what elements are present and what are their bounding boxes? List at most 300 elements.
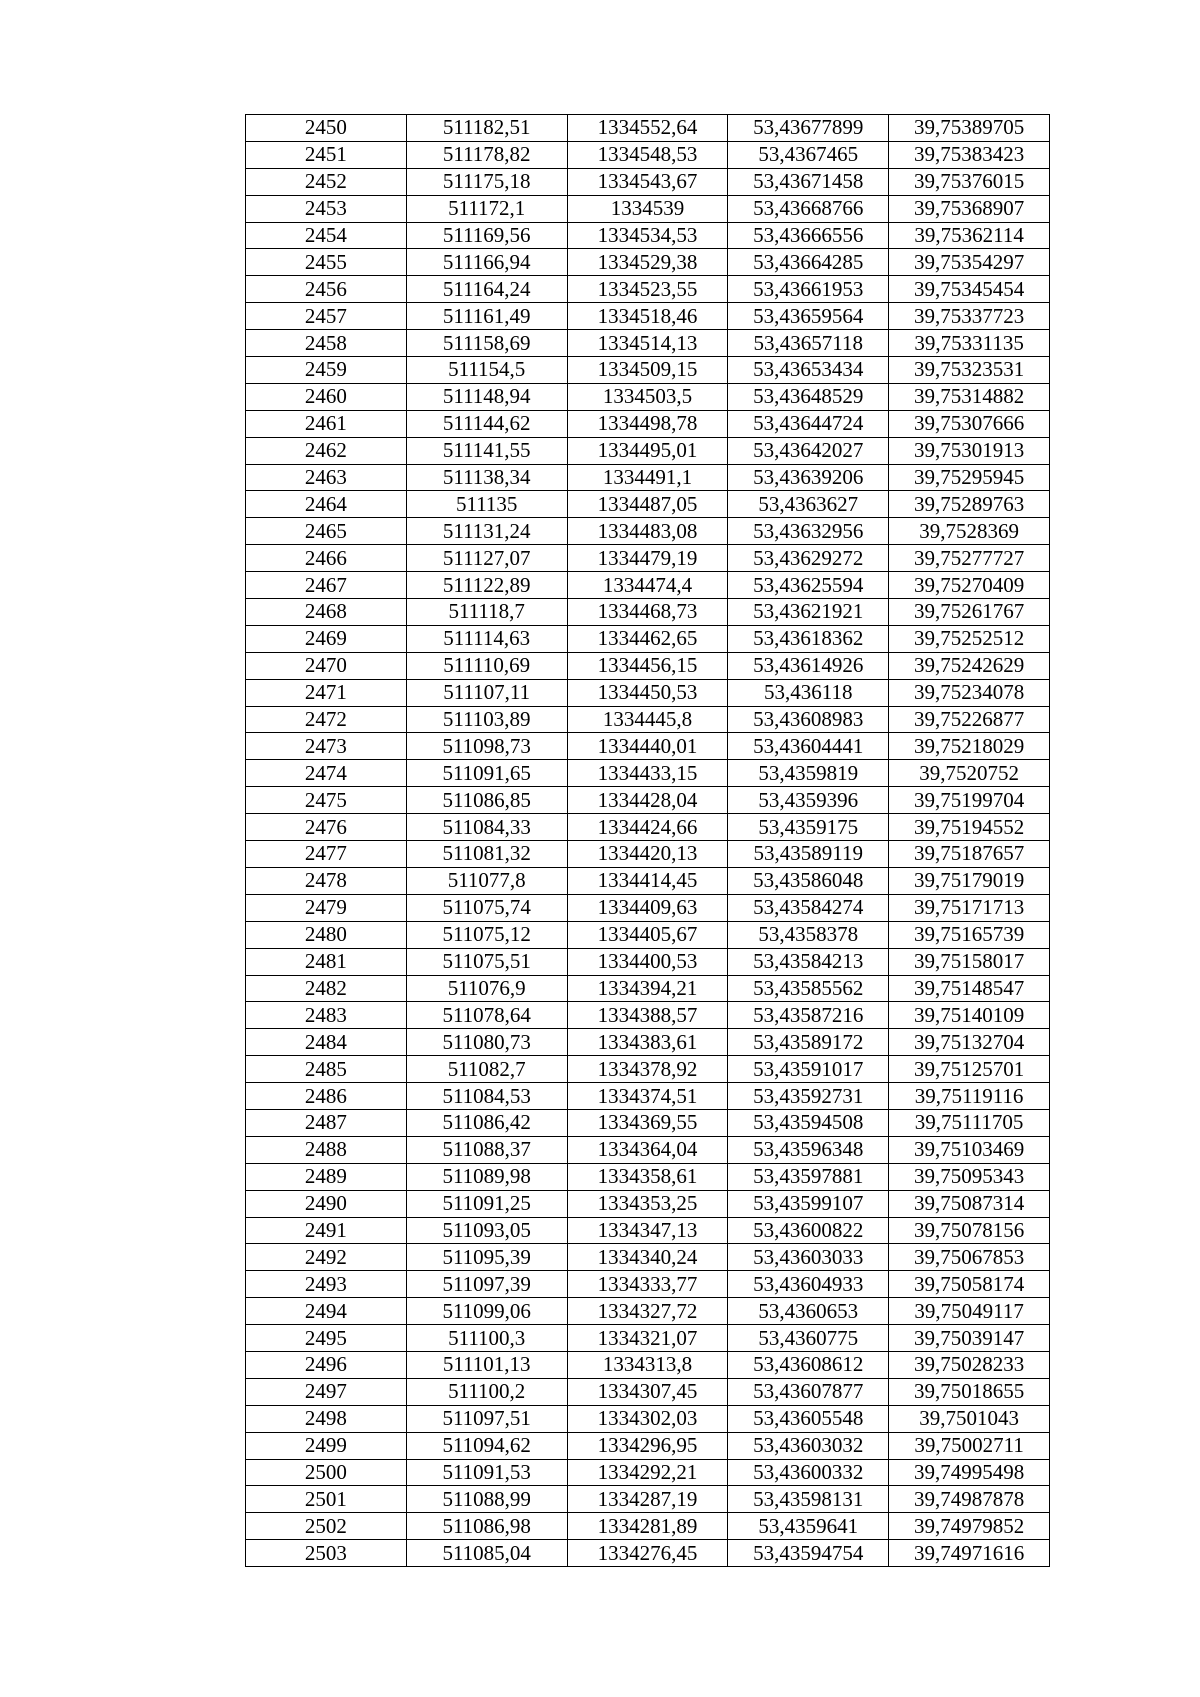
- point-number-cell: 2463: [246, 464, 407, 491]
- latitude-cell: 53,43657118: [728, 330, 889, 357]
- table-row: [246, 1298, 1050, 1325]
- latitude-cell: 53,436118: [728, 679, 889, 706]
- y-coordinate-cell: 1334548,53: [567, 141, 728, 168]
- x-coordinate-cell: 511093,05: [406, 1217, 567, 1244]
- point-number-cell: 2469: [246, 625, 407, 652]
- y-coordinate-cell: 1334495,01: [567, 437, 728, 464]
- x-coordinate-cell: 511100,2: [406, 1378, 567, 1405]
- point-number-cell: 2488: [246, 1136, 407, 1163]
- table-row: [246, 276, 1050, 303]
- x-coordinate-cell: 511085,04: [406, 1540, 567, 1567]
- longitude-cell: 39,75226877: [889, 706, 1050, 733]
- longitude-cell: 39,75067853: [889, 1244, 1050, 1271]
- latitude-cell: 53,43668766: [728, 195, 889, 222]
- y-coordinate-cell: 1334400,53: [567, 948, 728, 975]
- latitude-cell: 53,43594754: [728, 1540, 889, 1567]
- x-coordinate-cell: 511081,32: [406, 841, 567, 868]
- longitude-cell: 39,75314882: [889, 383, 1050, 410]
- y-coordinate-cell: 1334534,53: [567, 222, 728, 249]
- table-row: [246, 975, 1050, 1002]
- y-coordinate-cell: 1334327,72: [567, 1298, 728, 1325]
- point-number-cell: 2471: [246, 679, 407, 706]
- x-coordinate-cell: 511082,7: [406, 1056, 567, 1083]
- x-coordinate-cell: 511103,89: [406, 706, 567, 733]
- table-row: [246, 679, 1050, 706]
- y-coordinate-cell: 1334462,65: [567, 625, 728, 652]
- table-row: [246, 787, 1050, 814]
- latitude-cell: 53,4359641: [728, 1513, 889, 1540]
- latitude-cell: 53,4358378: [728, 921, 889, 948]
- table-row: [246, 1002, 1050, 1029]
- x-coordinate-cell: 511075,74: [406, 894, 567, 921]
- latitude-cell: 53,43586048: [728, 867, 889, 894]
- longitude-cell: 39,75252512: [889, 625, 1050, 652]
- y-coordinate-cell: 1334420,13: [567, 841, 728, 868]
- longitude-cell: 39,75289763: [889, 491, 1050, 518]
- point-number-cell: 2491: [246, 1217, 407, 1244]
- x-coordinate-cell: 511118,7: [406, 599, 567, 626]
- latitude-cell: 53,43589172: [728, 1029, 889, 1056]
- latitude-cell: 53,4363627: [728, 491, 889, 518]
- table-row: [246, 115, 1050, 142]
- longitude-cell: 39,74995498: [889, 1459, 1050, 1486]
- table-row: [246, 1540, 1050, 1567]
- longitude-cell: 39,75028233: [889, 1351, 1050, 1378]
- y-coordinate-cell: 1334428,04: [567, 787, 728, 814]
- latitude-cell: 53,43661953: [728, 276, 889, 303]
- longitude-cell: 39,75111705: [889, 1109, 1050, 1136]
- y-coordinate-cell: 1334523,55: [567, 276, 728, 303]
- longitude-cell: 39,75187657: [889, 841, 1050, 868]
- x-coordinate-cell: 511100,3: [406, 1325, 567, 1352]
- table-row: [246, 357, 1050, 384]
- table-row: [246, 1029, 1050, 1056]
- x-coordinate-cell: 511091,25: [406, 1190, 567, 1217]
- point-number-cell: 2500: [246, 1459, 407, 1486]
- longitude-cell: 39,75179019: [889, 867, 1050, 894]
- latitude-cell: 53,43618362: [728, 625, 889, 652]
- x-coordinate-cell: 511089,98: [406, 1163, 567, 1190]
- latitude-cell: 53,43599107: [728, 1190, 889, 1217]
- point-number-cell: 2458: [246, 330, 407, 357]
- y-coordinate-cell: 1334353,25: [567, 1190, 728, 1217]
- latitude-cell: 53,43644724: [728, 410, 889, 437]
- longitude-cell: 39,75002711: [889, 1432, 1050, 1459]
- x-coordinate-cell: 511091,65: [406, 760, 567, 787]
- longitude-cell: 39,75049117: [889, 1298, 1050, 1325]
- y-coordinate-cell: 1334456,15: [567, 652, 728, 679]
- table-row: [246, 1325, 1050, 1352]
- table-row: [246, 625, 1050, 652]
- point-number-cell: 2490: [246, 1190, 407, 1217]
- table-row: [246, 518, 1050, 545]
- y-coordinate-cell: 1334383,61: [567, 1029, 728, 1056]
- table-row: [246, 195, 1050, 222]
- y-coordinate-cell: 1334468,73: [567, 599, 728, 626]
- y-coordinate-cell: 1334529,38: [567, 249, 728, 276]
- point-number-cell: 2467: [246, 572, 407, 599]
- point-number-cell: 2477: [246, 841, 407, 868]
- longitude-cell: 39,75234078: [889, 679, 1050, 706]
- table-row: [246, 1056, 1050, 1083]
- x-coordinate-cell: 511075,12: [406, 921, 567, 948]
- latitude-cell: 53,43677899: [728, 115, 889, 142]
- latitude-cell: 53,43584274: [728, 894, 889, 921]
- table-row: [246, 491, 1050, 518]
- latitude-cell: 53,43600822: [728, 1217, 889, 1244]
- longitude-cell: 39,75295945: [889, 464, 1050, 491]
- table-row: [246, 1083, 1050, 1110]
- table-row: [246, 330, 1050, 357]
- x-coordinate-cell: 511169,56: [406, 222, 567, 249]
- x-coordinate-cell: 511077,8: [406, 867, 567, 894]
- point-number-cell: 2483: [246, 1002, 407, 1029]
- table-row: [246, 652, 1050, 679]
- y-coordinate-cell: 1334340,24: [567, 1244, 728, 1271]
- y-coordinate-cell: 1334364,04: [567, 1136, 728, 1163]
- x-coordinate-cell: 511172,1: [406, 195, 567, 222]
- x-coordinate-cell: 511175,18: [406, 168, 567, 195]
- table-row: [246, 948, 1050, 975]
- longitude-cell: 39,74987878: [889, 1486, 1050, 1513]
- point-number-cell: 2454: [246, 222, 407, 249]
- table-row: [246, 222, 1050, 249]
- point-number-cell: 2495: [246, 1325, 407, 1352]
- x-coordinate-cell: 511088,99: [406, 1486, 567, 1513]
- point-number-cell: 2480: [246, 921, 407, 948]
- latitude-cell: 53,43629272: [728, 545, 889, 572]
- longitude-cell: 39,75307666: [889, 410, 1050, 437]
- y-coordinate-cell: 1334503,5: [567, 383, 728, 410]
- point-number-cell: 2485: [246, 1056, 407, 1083]
- y-coordinate-cell: 1334552,64: [567, 115, 728, 142]
- table-row: [246, 867, 1050, 894]
- latitude-cell: 53,43594508: [728, 1109, 889, 1136]
- longitude-cell: 39,75331135: [889, 330, 1050, 357]
- longitude-cell: 39,75039147: [889, 1325, 1050, 1352]
- table-row: [246, 1217, 1050, 1244]
- longitude-cell: 39,75194552: [889, 814, 1050, 841]
- table-row: [246, 410, 1050, 437]
- table-row: [246, 1513, 1050, 1540]
- y-coordinate-cell: 1334281,89: [567, 1513, 728, 1540]
- latitude-cell: 53,4360775: [728, 1325, 889, 1352]
- y-coordinate-cell: 1334498,78: [567, 410, 728, 437]
- latitude-cell: 53,43642027: [728, 437, 889, 464]
- y-coordinate-cell: 1334296,95: [567, 1432, 728, 1459]
- x-coordinate-cell: 511091,53: [406, 1459, 567, 1486]
- x-coordinate-cell: 511144,62: [406, 410, 567, 437]
- table-row: [246, 733, 1050, 760]
- x-coordinate-cell: 511107,11: [406, 679, 567, 706]
- x-coordinate-cell: 511154,5: [406, 357, 567, 384]
- latitude-cell: 53,43587216: [728, 1002, 889, 1029]
- longitude-cell: 39,75119116: [889, 1083, 1050, 1110]
- table-row: [246, 572, 1050, 599]
- x-coordinate-cell: 511078,64: [406, 1002, 567, 1029]
- latitude-cell: 53,4367465: [728, 141, 889, 168]
- point-number-cell: 2481: [246, 948, 407, 975]
- latitude-cell: 53,43653434: [728, 357, 889, 384]
- y-coordinate-cell: 1334292,21: [567, 1459, 728, 1486]
- x-coordinate-cell: 511097,51: [406, 1405, 567, 1432]
- latitude-cell: 53,43603032: [728, 1432, 889, 1459]
- point-number-cell: 2452: [246, 168, 407, 195]
- latitude-cell: 53,43605548: [728, 1405, 889, 1432]
- longitude-cell: 39,75270409: [889, 572, 1050, 599]
- latitude-cell: 53,43585562: [728, 975, 889, 1002]
- longitude-cell: 39,75383423: [889, 141, 1050, 168]
- latitude-cell: 53,4360653: [728, 1298, 889, 1325]
- table-row: [246, 383, 1050, 410]
- point-number-cell: 2502: [246, 1513, 407, 1540]
- longitude-cell: 39,75125701: [889, 1056, 1050, 1083]
- point-number-cell: 2493: [246, 1271, 407, 1298]
- longitude-cell: 39,75087314: [889, 1190, 1050, 1217]
- longitude-cell: 39,75140109: [889, 1002, 1050, 1029]
- latitude-cell: 53,43596348: [728, 1136, 889, 1163]
- x-coordinate-cell: 511110,69: [406, 652, 567, 679]
- x-coordinate-cell: 511076,9: [406, 975, 567, 1002]
- point-number-cell: 2482: [246, 975, 407, 1002]
- latitude-cell: 53,43671458: [728, 168, 889, 195]
- point-number-cell: 2494: [246, 1298, 407, 1325]
- latitude-cell: 53,43614926: [728, 652, 889, 679]
- longitude-cell: 39,75132704: [889, 1029, 1050, 1056]
- longitude-cell: 39,7501043: [889, 1405, 1050, 1432]
- table-row: [246, 706, 1050, 733]
- longitude-cell: 39,75171713: [889, 894, 1050, 921]
- point-number-cell: 2457: [246, 303, 407, 330]
- longitude-cell: 39,74979852: [889, 1513, 1050, 1540]
- point-number-cell: 2496: [246, 1351, 407, 1378]
- longitude-cell: 39,75242629: [889, 652, 1050, 679]
- y-coordinate-cell: 1334509,15: [567, 357, 728, 384]
- longitude-cell: 39,75058174: [889, 1271, 1050, 1298]
- point-number-cell: 2475: [246, 787, 407, 814]
- point-number-cell: 2465: [246, 518, 407, 545]
- point-number-cell: 2461: [246, 410, 407, 437]
- point-number-cell: 2474: [246, 760, 407, 787]
- point-number-cell: 2489: [246, 1163, 407, 1190]
- x-coordinate-cell: 511084,53: [406, 1083, 567, 1110]
- x-coordinate-cell: 511166,94: [406, 249, 567, 276]
- latitude-cell: 53,43604441: [728, 733, 889, 760]
- x-coordinate-cell: 511095,39: [406, 1244, 567, 1271]
- table-row: [246, 1244, 1050, 1271]
- latitude-cell: 53,4359819: [728, 760, 889, 787]
- y-coordinate-cell: 1334433,15: [567, 760, 728, 787]
- longitude-cell: 39,75277727: [889, 545, 1050, 572]
- point-number-cell: 2476: [246, 814, 407, 841]
- x-coordinate-cell: 511138,34: [406, 464, 567, 491]
- y-coordinate-cell: 1334405,67: [567, 921, 728, 948]
- y-coordinate-cell: 1334307,45: [567, 1378, 728, 1405]
- table-row: [246, 760, 1050, 787]
- table-row: [246, 1459, 1050, 1486]
- x-coordinate-cell: 511080,73: [406, 1029, 567, 1056]
- longitude-cell: 39,75158017: [889, 948, 1050, 975]
- latitude-cell: 53,43659564: [728, 303, 889, 330]
- point-number-cell: 2456: [246, 276, 407, 303]
- table-row: [246, 437, 1050, 464]
- longitude-cell: 39,75368907: [889, 195, 1050, 222]
- x-coordinate-cell: 511084,33: [406, 814, 567, 841]
- latitude-cell: 53,43598131: [728, 1486, 889, 1513]
- table-row: [246, 303, 1050, 330]
- y-coordinate-cell: 1334450,53: [567, 679, 728, 706]
- latitude-cell: 53,43639206: [728, 464, 889, 491]
- y-coordinate-cell: 1334543,67: [567, 168, 728, 195]
- x-coordinate-cell: 511148,94: [406, 383, 567, 410]
- y-coordinate-cell: 1334347,13: [567, 1217, 728, 1244]
- longitude-cell: 39,75389705: [889, 115, 1050, 142]
- point-number-cell: 2450: [246, 115, 407, 142]
- coordinates-table: [245, 114, 1050, 1567]
- point-number-cell: 2492: [246, 1244, 407, 1271]
- table-row: [246, 1136, 1050, 1163]
- point-number-cell: 2470: [246, 652, 407, 679]
- table-row: [246, 249, 1050, 276]
- x-coordinate-cell: 511127,07: [406, 545, 567, 572]
- point-number-cell: 2487: [246, 1109, 407, 1136]
- y-coordinate-cell: 1334483,08: [567, 518, 728, 545]
- y-coordinate-cell: 1334302,03: [567, 1405, 728, 1432]
- x-coordinate-cell: 511099,06: [406, 1298, 567, 1325]
- latitude-cell: 53,43608612: [728, 1351, 889, 1378]
- y-coordinate-cell: 1334445,8: [567, 706, 728, 733]
- point-number-cell: 2459: [246, 357, 407, 384]
- latitude-cell: 53,43597881: [728, 1163, 889, 1190]
- table-row: [246, 921, 1050, 948]
- y-coordinate-cell: 1334313,8: [567, 1351, 728, 1378]
- point-number-cell: 2472: [246, 706, 407, 733]
- y-coordinate-cell: 1334514,13: [567, 330, 728, 357]
- y-coordinate-cell: 1334378,92: [567, 1056, 728, 1083]
- table-row: [246, 1486, 1050, 1513]
- x-coordinate-cell: 511158,69: [406, 330, 567, 357]
- latitude-cell: 53,4359175: [728, 814, 889, 841]
- latitude-cell: 53,43632956: [728, 518, 889, 545]
- longitude-cell: 39,75261767: [889, 599, 1050, 626]
- table-row: [246, 464, 1050, 491]
- longitude-cell: 39,7520752: [889, 760, 1050, 787]
- latitude-cell: 53,43584213: [728, 948, 889, 975]
- longitude-cell: 39,7528369: [889, 518, 1050, 545]
- point-number-cell: 2466: [246, 545, 407, 572]
- longitude-cell: 39,74971616: [889, 1540, 1050, 1567]
- point-number-cell: 2484: [246, 1029, 407, 1056]
- table-row: [246, 1351, 1050, 1378]
- point-number-cell: 2486: [246, 1083, 407, 1110]
- y-coordinate-cell: 1334321,07: [567, 1325, 728, 1352]
- point-number-cell: 2455: [246, 249, 407, 276]
- point-number-cell: 2468: [246, 599, 407, 626]
- longitude-cell: 39,75078156: [889, 1217, 1050, 1244]
- table-row: [246, 1432, 1050, 1459]
- longitude-cell: 39,75362114: [889, 222, 1050, 249]
- longitude-cell: 39,75218029: [889, 733, 1050, 760]
- y-coordinate-cell: 1334374,51: [567, 1083, 728, 1110]
- x-coordinate-cell: 511075,51: [406, 948, 567, 975]
- table-row: [246, 1271, 1050, 1298]
- table-row: [246, 1378, 1050, 1405]
- y-coordinate-cell: 1334487,05: [567, 491, 728, 518]
- latitude-cell: 53,43666556: [728, 222, 889, 249]
- x-coordinate-cell: 511086,85: [406, 787, 567, 814]
- y-coordinate-cell: 1334474,4: [567, 572, 728, 599]
- table-row: [246, 599, 1050, 626]
- x-coordinate-cell: 511178,82: [406, 141, 567, 168]
- x-coordinate-cell: 511086,42: [406, 1109, 567, 1136]
- table-row: [246, 894, 1050, 921]
- longitude-cell: 39,75354297: [889, 249, 1050, 276]
- point-number-cell: 2451: [246, 141, 407, 168]
- longitude-cell: 39,75018655: [889, 1378, 1050, 1405]
- point-number-cell: 2499: [246, 1432, 407, 1459]
- y-coordinate-cell: 1334276,45: [567, 1540, 728, 1567]
- point-number-cell: 2453: [246, 195, 407, 222]
- point-number-cell: 2462: [246, 437, 407, 464]
- table-row: [246, 1405, 1050, 1432]
- latitude-cell: 53,43592731: [728, 1083, 889, 1110]
- table-body: [246, 115, 1050, 1567]
- x-coordinate-cell: 511088,37: [406, 1136, 567, 1163]
- latitude-cell: 53,43607877: [728, 1378, 889, 1405]
- x-coordinate-cell: 511114,63: [406, 625, 567, 652]
- latitude-cell: 53,43648529: [728, 383, 889, 410]
- point-number-cell: 2501: [246, 1486, 407, 1513]
- longitude-cell: 39,75103469: [889, 1136, 1050, 1163]
- point-number-cell: 2503: [246, 1540, 407, 1567]
- y-coordinate-cell: 1334440,01: [567, 733, 728, 760]
- x-coordinate-cell: 511141,55: [406, 437, 567, 464]
- latitude-cell: 53,43608983: [728, 706, 889, 733]
- table-row: [246, 168, 1050, 195]
- y-coordinate-cell: 1334394,21: [567, 975, 728, 1002]
- y-coordinate-cell: 1334409,63: [567, 894, 728, 921]
- longitude-cell: 39,75301913: [889, 437, 1050, 464]
- table-row: [246, 841, 1050, 868]
- point-number-cell: 2497: [246, 1378, 407, 1405]
- point-number-cell: 2473: [246, 733, 407, 760]
- y-coordinate-cell: 1334333,77: [567, 1271, 728, 1298]
- latitude-cell: 53,43600332: [728, 1459, 889, 1486]
- y-coordinate-cell: 1334518,46: [567, 303, 728, 330]
- longitude-cell: 39,75337723: [889, 303, 1050, 330]
- point-number-cell: 2464: [246, 491, 407, 518]
- y-coordinate-cell: 1334358,61: [567, 1163, 728, 1190]
- latitude-cell: 53,43591017: [728, 1056, 889, 1083]
- x-coordinate-cell: 511086,98: [406, 1513, 567, 1540]
- x-coordinate-cell: 511131,24: [406, 518, 567, 545]
- x-coordinate-cell: 511164,24: [406, 276, 567, 303]
- point-number-cell: 2479: [246, 894, 407, 921]
- point-number-cell: 2460: [246, 383, 407, 410]
- longitude-cell: 39,75376015: [889, 168, 1050, 195]
- point-number-cell: 2478: [246, 867, 407, 894]
- latitude-cell: 53,43621921: [728, 599, 889, 626]
- x-coordinate-cell: 511101,13: [406, 1351, 567, 1378]
- latitude-cell: 53,43625594: [728, 572, 889, 599]
- table-row: [246, 1163, 1050, 1190]
- y-coordinate-cell: 1334491,1: [567, 464, 728, 491]
- y-coordinate-cell: 1334539: [567, 195, 728, 222]
- longitude-cell: 39,75199704: [889, 787, 1050, 814]
- x-coordinate-cell: 511182,51: [406, 115, 567, 142]
- y-coordinate-cell: 1334424,66: [567, 814, 728, 841]
- table-row: [246, 814, 1050, 841]
